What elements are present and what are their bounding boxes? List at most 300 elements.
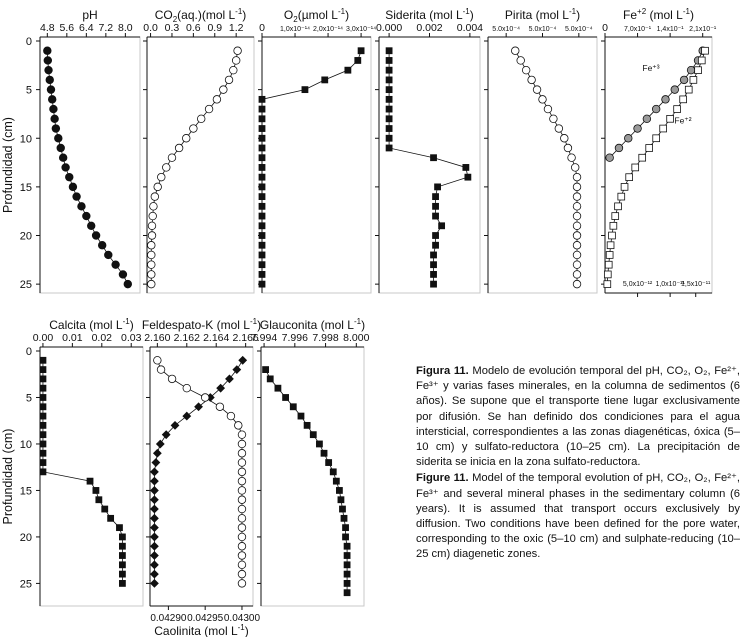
data-point <box>342 534 349 541</box>
panel-title <box>260 317 365 332</box>
series-line-Siderita <box>389 51 468 284</box>
data-point <box>573 271 581 279</box>
data-point <box>464 174 471 181</box>
data-point <box>234 422 242 430</box>
data-point <box>573 183 581 191</box>
data-point <box>386 135 393 142</box>
data-point <box>150 505 159 514</box>
data-point <box>238 524 246 532</box>
x-tick-label: 0.00 <box>32 332 54 344</box>
data-point <box>302 86 309 93</box>
data-point <box>238 459 246 467</box>
title-part: 2 <box>293 15 298 24</box>
data-point <box>687 66 695 74</box>
panel-calcita <box>33 332 143 606</box>
data-point <box>50 105 58 113</box>
x-tick-label: 6.4 <box>79 22 94 34</box>
x-tick-label: 8.0 <box>118 22 133 34</box>
data-point <box>605 261 612 268</box>
data-point <box>573 222 581 230</box>
data-point <box>290 403 297 410</box>
caption-es-text: Modelo de evolución temporal del pH, CO₂, O₂, Fe²⁺, Fe³⁺ y varias fases minerales, en la columna de sedimentos (6 años). Se supone que el transporte tiene lugar exclusivamente por difusión. Se han definido dos condiciones para el agua intersticial, correspondientes a las zonas diagenéticas, óxica (5–10 cm) y sulfato-reductora (10–25 cm). La precipitación de siderita se inicia en la zona sulfato-reductora. <box>416 365 741 469</box>
data-point <box>680 76 688 84</box>
title-part: Pirita (mol L <box>504 8 569 22</box>
data-point <box>632 164 639 171</box>
title-part: Siderita (mol L <box>385 8 463 22</box>
title-part: -1 <box>353 317 362 326</box>
data-point <box>197 115 205 123</box>
title-part: ) <box>257 318 262 332</box>
annotation-fe3: Fe⁺³ <box>642 63 660 74</box>
data-point <box>259 232 266 239</box>
figure-caption <box>416 364 740 564</box>
data-point <box>150 467 159 476</box>
data-point <box>626 174 633 181</box>
data-point <box>259 106 266 113</box>
data-point <box>316 441 323 448</box>
data-point <box>147 271 155 279</box>
data-point <box>615 203 622 210</box>
data-point <box>92 232 100 240</box>
data-point <box>40 431 47 438</box>
data-point <box>432 232 439 239</box>
data-point <box>154 356 162 364</box>
data-point <box>57 144 65 152</box>
data-point <box>386 77 393 84</box>
data-point <box>517 57 525 65</box>
data-point <box>213 96 221 104</box>
data-point <box>573 241 581 249</box>
data-point <box>325 459 332 466</box>
data-point <box>238 477 246 485</box>
data-point <box>238 356 247 365</box>
data-point <box>573 203 581 211</box>
data-point <box>259 193 266 200</box>
x-tick-label: 0.03 <box>121 332 142 344</box>
data-point <box>321 77 328 84</box>
data-point <box>201 394 209 402</box>
data-point <box>40 413 47 420</box>
data-point <box>175 144 183 152</box>
data-point <box>40 468 47 475</box>
data-point <box>573 232 581 240</box>
data-point <box>150 523 159 532</box>
data-point <box>119 534 126 541</box>
data-point <box>259 96 266 103</box>
data-point <box>259 135 266 142</box>
x-tick-label: 0.9 <box>207 22 223 34</box>
data-point <box>45 66 53 74</box>
data-point <box>386 115 393 122</box>
data-point <box>182 134 190 142</box>
panel-title <box>385 7 474 22</box>
data-point <box>615 144 623 152</box>
x-tick-label-bottom: 0.04300 <box>223 613 261 624</box>
data-point <box>646 145 653 152</box>
data-point <box>40 385 47 392</box>
y-tick-label: 5 <box>25 84 32 97</box>
data-point <box>333 478 340 485</box>
series-line-Calcita <box>43 360 122 583</box>
data-point <box>238 561 246 569</box>
x-tick-label: 7.996 <box>281 332 308 344</box>
y-tick-label: 20 <box>19 531 32 544</box>
series-line-Caolinita <box>157 360 242 583</box>
data-point <box>259 115 266 122</box>
data-point <box>259 271 266 278</box>
x-tick-label-bottom: 1,5x10⁻¹¹ <box>681 281 711 288</box>
bottom-axis-title <box>154 623 249 637</box>
data-point <box>194 402 203 411</box>
x-tick-label: 5.6 <box>59 22 75 34</box>
data-point <box>157 366 165 374</box>
data-point <box>168 375 176 383</box>
x-tick-label: 2.162 <box>173 332 200 344</box>
data-point <box>151 458 160 467</box>
data-point <box>358 47 365 54</box>
data-point <box>150 533 159 542</box>
data-point <box>430 154 437 161</box>
title-part: (aq.)(mol L <box>177 8 236 22</box>
y-axis-upper <box>1 36 32 291</box>
data-point <box>238 496 246 504</box>
y-tick-label: 25 <box>19 578 32 591</box>
x-tick-label: 4.8 <box>40 22 55 34</box>
data-point <box>230 66 238 74</box>
data-point <box>98 241 106 249</box>
data-point <box>150 495 159 504</box>
data-point <box>124 280 132 288</box>
data-point <box>660 125 667 132</box>
data-point <box>430 261 437 268</box>
data-point <box>168 154 176 162</box>
data-point <box>698 57 705 64</box>
data-point <box>119 552 126 559</box>
data-point <box>150 486 159 495</box>
x-tick-label-bottom: 1,0x10⁻¹¹ <box>655 281 685 288</box>
data-point <box>150 542 159 551</box>
data-point <box>40 459 47 466</box>
data-point <box>148 232 156 240</box>
data-point <box>238 570 246 578</box>
data-point <box>612 213 619 220</box>
x-tick-label: 0.000 <box>375 22 403 34</box>
title-part: (µmol L <box>297 8 338 22</box>
caption-english <box>416 471 740 562</box>
data-point <box>238 515 246 523</box>
data-point <box>119 543 126 550</box>
x-tick-label: 8.000 <box>343 332 370 344</box>
data-point <box>275 385 282 392</box>
data-point <box>639 154 646 161</box>
panel-title <box>49 317 133 332</box>
data-point <box>643 115 651 123</box>
y-axis-title: Profundidad (cm) <box>1 117 15 213</box>
data-point <box>238 533 246 541</box>
data-point <box>149 212 157 220</box>
data-point <box>95 496 102 503</box>
x-tick-label: 0.01 <box>62 332 83 344</box>
data-point <box>259 261 266 268</box>
data-point <box>238 552 246 560</box>
data-point <box>52 125 60 133</box>
panel-siderita <box>375 22 483 293</box>
data-point <box>695 67 702 74</box>
data-point <box>609 232 616 239</box>
data-point <box>40 357 47 364</box>
data-point <box>259 154 266 161</box>
data-point <box>47 86 55 94</box>
data-point <box>40 394 47 401</box>
data-point <box>119 271 127 279</box>
panel-title <box>142 317 261 332</box>
data-point <box>119 571 126 578</box>
data-point <box>150 514 159 523</box>
data-point <box>653 135 660 142</box>
data-point <box>690 77 697 84</box>
x-tick-label: 7.994 <box>250 332 278 344</box>
title-part: -1 <box>235 7 243 16</box>
data-point <box>573 173 581 181</box>
data-point <box>344 67 351 74</box>
data-point <box>150 570 159 579</box>
data-point <box>238 468 246 476</box>
data-point <box>662 96 670 104</box>
x-tick-label: 2.160 <box>144 332 171 344</box>
panel-glauconita <box>251 332 370 606</box>
data-point <box>680 96 687 103</box>
title-part: Calcita (mol L <box>49 318 123 332</box>
data-point <box>432 242 439 249</box>
x-tick-label: 3,0x10⁻¹⁴ <box>346 26 377 33</box>
data-point <box>104 251 112 259</box>
data-point <box>528 76 536 84</box>
x-tick-label: 1,4x10⁻¹ <box>656 26 684 33</box>
data-point <box>571 164 579 172</box>
data-point <box>550 115 558 123</box>
data-point <box>462 164 469 171</box>
series-line-O2 <box>262 51 361 284</box>
data-point <box>561 134 569 142</box>
x-tick-label: 0.6 <box>186 22 201 34</box>
series-line-pH <box>47 51 127 284</box>
data-point <box>78 203 86 211</box>
data-point <box>555 125 563 133</box>
data-point <box>151 193 159 201</box>
data-point <box>386 145 393 152</box>
panel-ph <box>36 22 140 293</box>
data-point <box>147 241 155 249</box>
panel-frame <box>150 347 253 606</box>
data-point <box>432 213 439 220</box>
title-part: +2 <box>637 7 647 16</box>
data-point <box>652 105 660 113</box>
data-point <box>606 154 614 162</box>
series-line-Pirita <box>515 51 577 284</box>
data-point <box>232 57 240 65</box>
data-point <box>259 164 266 171</box>
title-part: -1 <box>462 7 470 16</box>
title-part: ) <box>129 318 134 332</box>
data-point <box>190 125 198 133</box>
x-tick-label: 0 <box>602 22 608 34</box>
data-point <box>112 261 120 269</box>
data-point <box>667 115 674 122</box>
data-point <box>321 450 328 457</box>
panel-pirita <box>484 26 597 293</box>
y-tick-label: 25 <box>19 279 32 292</box>
data-point <box>344 571 351 578</box>
data-point <box>147 280 155 288</box>
title-part: ) <box>469 8 474 22</box>
panel-frame <box>40 347 143 606</box>
data-point <box>522 66 530 74</box>
data-point <box>182 412 191 421</box>
data-point <box>634 125 642 133</box>
y-tick-label: 5 <box>25 392 32 405</box>
y-tick-label: 15 <box>19 485 32 498</box>
data-point <box>40 422 47 429</box>
x-tick-label: 5.0x10⁻⁴ <box>492 26 521 33</box>
data-point <box>573 251 581 259</box>
data-point <box>342 524 349 531</box>
data-point <box>432 203 439 210</box>
data-point <box>48 96 56 104</box>
title-part: 2 <box>172 15 178 24</box>
data-point <box>330 468 337 475</box>
data-point <box>338 496 345 503</box>
data-point <box>238 440 246 448</box>
data-point <box>69 183 77 191</box>
data-point <box>624 134 632 142</box>
title-part: Feldespato-K (mol L <box>141 318 250 332</box>
data-point <box>238 580 246 588</box>
title-part: ) <box>576 8 581 22</box>
data-point <box>162 164 170 172</box>
data-point <box>386 57 393 64</box>
data-point <box>259 203 266 210</box>
data-point <box>238 449 246 457</box>
data-point <box>430 281 437 288</box>
data-point <box>344 589 351 596</box>
data-point <box>310 431 317 438</box>
title-part: -1 <box>249 317 258 326</box>
title-part: ) <box>244 624 249 637</box>
data-point <box>40 403 47 410</box>
data-point <box>607 242 614 249</box>
data-point <box>238 542 246 550</box>
panel-title <box>623 7 694 22</box>
data-point <box>344 580 351 587</box>
data-point <box>618 193 625 200</box>
data-point <box>606 252 613 259</box>
data-point <box>354 57 361 64</box>
title-part: ) <box>345 8 350 22</box>
data-point <box>44 57 52 65</box>
data-point <box>430 271 437 278</box>
data-point <box>262 366 269 373</box>
x-tick-label: 0.002 <box>416 22 443 34</box>
x-tick-label-bottom: 0.04290 <box>150 613 187 624</box>
x-tick-label: 7.2 <box>98 22 114 34</box>
data-point <box>225 76 233 84</box>
data-point <box>573 193 581 201</box>
data-point <box>386 67 393 74</box>
annotation-fe2: Fe⁺² <box>674 115 692 126</box>
data-point <box>573 212 581 220</box>
panel-title: pH <box>82 8 98 22</box>
x-tick-label: 0.02 <box>91 332 113 344</box>
data-point <box>101 506 108 513</box>
x-tick-label-bottom: 5,0x10⁻¹² <box>622 281 653 288</box>
data-point <box>564 144 572 152</box>
data-point <box>87 222 95 230</box>
x-tick-label: 7.998 <box>312 332 339 344</box>
data-point <box>434 183 441 190</box>
data-point <box>44 47 52 55</box>
x-tick-label: 0.3 <box>164 22 180 34</box>
x-tick-label: 5.0x10⁻⁴ <box>528 26 557 33</box>
data-point <box>62 164 70 172</box>
data-point <box>432 193 439 200</box>
data-point <box>116 524 123 531</box>
data-point <box>259 213 266 220</box>
x-tick-label: 1,0x10⁻¹⁴ <box>279 26 311 33</box>
data-point <box>259 145 266 152</box>
caption-es-label: Figura 11. <box>416 365 469 377</box>
x-tick-label: 0.004 <box>456 22 484 34</box>
panel-co2 <box>143 22 254 293</box>
data-point <box>344 543 351 550</box>
data-point <box>573 261 581 269</box>
data-point <box>150 203 158 211</box>
data-point <box>430 252 437 259</box>
data-point <box>339 506 346 513</box>
x-tick-label: 2,1x10⁻¹ <box>689 26 717 33</box>
data-point <box>205 105 213 113</box>
title-part: Caolinita (mol L <box>154 624 238 637</box>
data-point <box>46 76 54 84</box>
data-point <box>341 515 348 522</box>
data-point <box>610 222 617 229</box>
data-point <box>621 183 628 190</box>
caption-en-text: Model of the temporal evolution of pH, CO₂, O₂, Fe²⁺, Fe³⁺ and several mineral phases in the sedimentary column (6 years). It is assumed that transport occurs exclusively by diffusion. Two conditions have been defined for the pore water, corresponding to the oxic (5–10 cm) and sulphate-reducing (10–25 cm) diagenetic zones. <box>416 472 740 561</box>
data-point <box>147 251 155 259</box>
data-point <box>220 86 228 94</box>
x-tick-label: 7,0x10⁻¹ <box>624 26 652 33</box>
data-point <box>227 412 235 420</box>
data-point <box>539 96 547 104</box>
data-point <box>238 431 246 439</box>
caption-spanish <box>416 364 740 470</box>
data-point <box>344 552 351 559</box>
title-part: (mol L <box>646 8 683 22</box>
data-point <box>259 174 266 181</box>
x-tick-label: 5.0x10⁻⁴ <box>564 26 593 33</box>
panel-title <box>505 7 580 22</box>
panel-frame <box>40 37 140 293</box>
data-point <box>685 86 692 93</box>
data-point <box>304 422 311 429</box>
data-point <box>232 365 241 374</box>
title-part: ) <box>689 8 694 22</box>
x-tick-label: 2,0x10⁻¹⁴ <box>313 26 344 33</box>
data-point <box>40 441 47 448</box>
data-point <box>511 47 519 55</box>
data-point <box>40 450 47 457</box>
title-part: -1 <box>122 317 130 326</box>
data-point <box>386 86 393 93</box>
